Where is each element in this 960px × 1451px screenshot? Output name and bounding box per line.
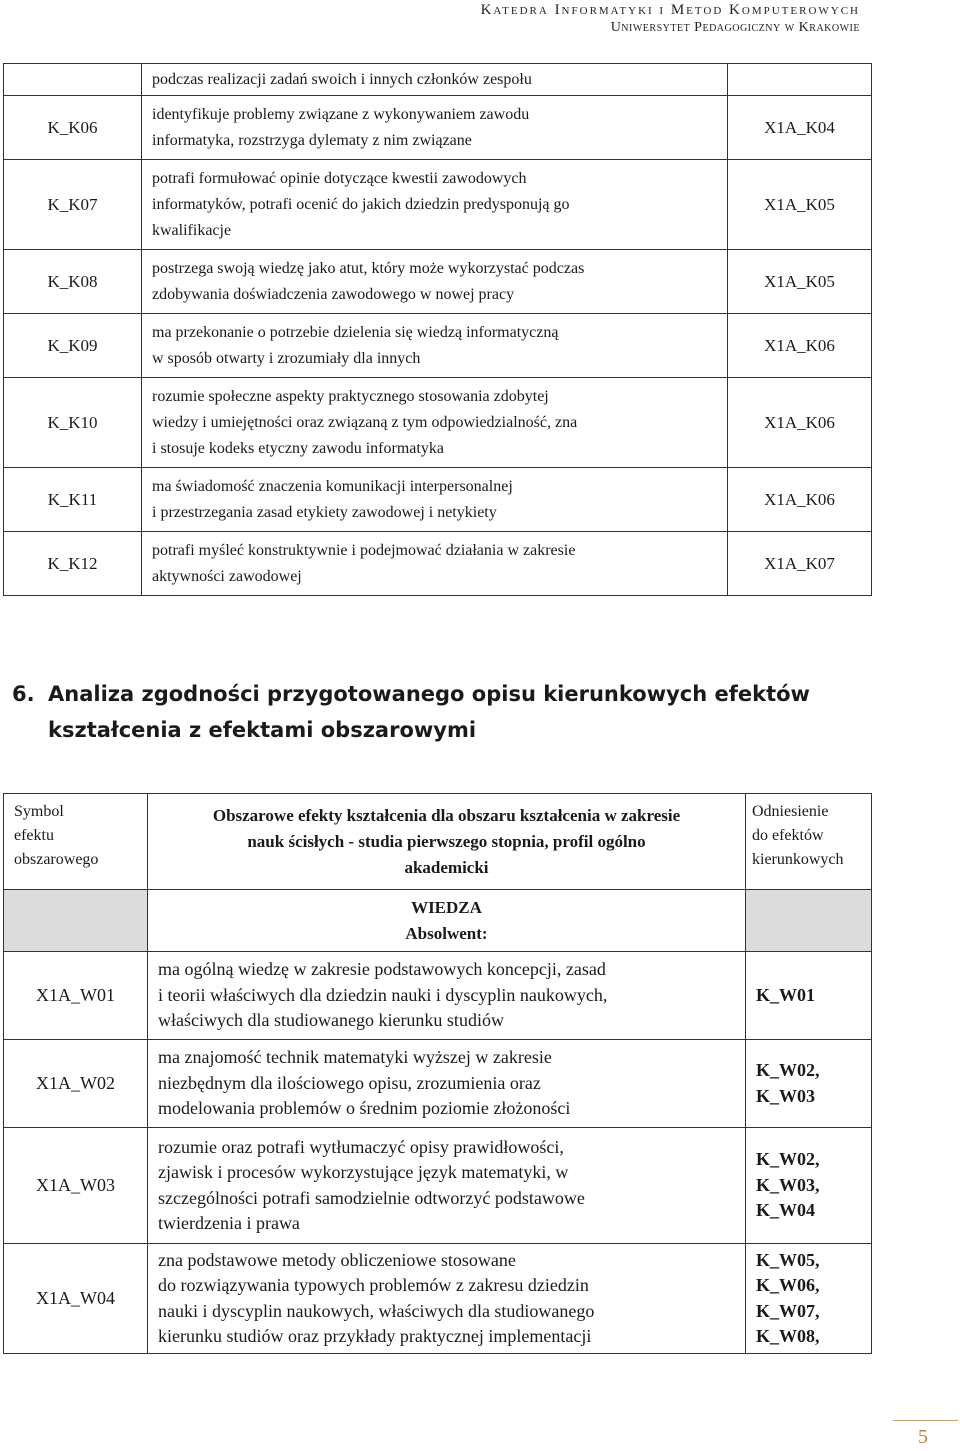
category-row <box>4 890 872 952</box>
description-line: zjawisk i procesów wykorzystujące język matematyki, w <box>158 1162 569 1182</box>
description-line: informatyka, rozstrzyga dylematy z nim związane <box>152 131 472 149</box>
page-number: 5 <box>918 1426 928 1448</box>
ref-cell: X1A_K05 <box>728 250 872 314</box>
description-line: zdobywania doświadczenia zawodowego w nowej pracy <box>152 285 515 303</box>
header-row <box>4 794 872 890</box>
description-line: postrzega swoją wiedzę jako atut, który może wykorzystać podczas <box>152 259 585 277</box>
table-row <box>4 952 872 1040</box>
description-line: identyfikuje problemy związane z wykonywaniem zawodu <box>152 105 530 123</box>
table-row <box>4 1040 872 1128</box>
code-cell: K_K08 <box>4 250 142 314</box>
table-row <box>4 64 872 96</box>
ref-cell: X1A_K06 <box>728 314 872 378</box>
ref-line: K_W05, <box>756 1249 820 1270</box>
gray-cell <box>746 890 872 952</box>
ref-cell <box>746 1040 872 1128</box>
table-row <box>4 160 872 250</box>
description-line: w sposób otwarty i zrozumiały dla innych <box>152 349 421 367</box>
description-line: wiedzy i umiejętności oraz związaną z tym odpowiedzialność, zna <box>152 413 578 431</box>
header-line: Odniesienie <box>752 803 829 820</box>
header-line: obszarowego <box>14 851 99 868</box>
description-line: i przestrzegania zasad etykiety zawodowej i netykiety <box>152 503 497 521</box>
code-cell: K_K07 <box>4 160 142 250</box>
ref-cell: X1A_K06 <box>728 378 872 468</box>
description-cell <box>148 952 746 1040</box>
description-cell <box>142 64 728 96</box>
description-line: kwalifikacje <box>152 221 232 239</box>
header-line: kierunkowych <box>752 851 844 868</box>
table-row <box>4 1244 872 1354</box>
description-cell <box>142 314 728 378</box>
description-cell <box>148 1244 746 1354</box>
ref-line: K_W01 <box>756 984 816 1005</box>
description-line: ma przekonanie o potrzebie dzielenia się wiedzą informatyczną <box>152 323 559 341</box>
header-line: Obszarowe efekty kształcenia dla obszaru kształcenia w zakresie <box>212 805 681 825</box>
table-row <box>4 1128 872 1244</box>
description-line: szczególności potrafi samodzielnie odtworzyć podstawowe <box>158 1187 585 1208</box>
description-line: ma ogólną wiedzę w zakresie podstawowych koncepcji, zasad <box>158 959 606 980</box>
code-cell: K_K11 <box>4 468 142 532</box>
code-cell: X1A_W01 <box>4 952 148 1040</box>
footer-divider <box>893 1420 958 1421</box>
table-row <box>4 378 872 468</box>
table-row <box>4 314 872 378</box>
ref-cell: X1A_K05 <box>728 160 872 250</box>
ref-line: K_W07, <box>756 1300 820 1321</box>
description-line: twierdzenia i prawa <box>158 1213 300 1233</box>
description-line: zna podstawowe metody obliczeniowe stosowane <box>158 1249 516 1270</box>
ref-line: K_W08, <box>756 1326 820 1346</box>
description-line: aktywności zawodowej <box>152 567 302 585</box>
code-cell: K_K06 <box>4 96 142 160</box>
code-cell: X1A_W04 <box>4 1244 148 1354</box>
section-title-line: Analiza zgodności przygotowanego opisu kierunkowych efektów <box>48 682 810 706</box>
description-line: modelowania problemów o średnim poziomie złożoności <box>158 1098 571 1119</box>
code-cell: X1A_W03 <box>4 1128 148 1244</box>
description-cell <box>142 250 728 314</box>
description-line: rozumie społeczne aspekty praktycznego stosowania zdobytej <box>152 387 549 405</box>
code-cell: K_K12 <box>4 532 142 596</box>
section-heading <box>12 676 812 748</box>
ref-line: K_W02, <box>756 1060 820 1080</box>
reference-header-cell <box>746 794 872 890</box>
ref-cell: X1A_K04 <box>728 96 872 160</box>
table-row <box>4 250 872 314</box>
ref-line: K_W03, <box>756 1174 820 1195</box>
graduate-label: Absolwent: <box>405 923 488 943</box>
description-cell <box>148 1040 746 1128</box>
ref-cell <box>728 64 872 96</box>
gray-cell <box>4 890 148 952</box>
section-title-line: kształcenia z efektami obszarowymi <box>48 718 477 742</box>
description-line: potrafi formułować opinie dotyczące kwestii zawodowych <box>152 169 527 187</box>
section-number: 6. <box>12 682 35 706</box>
code-cell: K_K09 <box>4 314 142 378</box>
description-line: kierunku studiów oraz przykłady praktycznej implementacji <box>158 1326 592 1346</box>
description-line: do rozwiązywania typowych problemów z zakresu dziedzin <box>158 1275 589 1295</box>
area-outcomes-header-cell <box>148 794 746 890</box>
ref-cell: X1A_K06 <box>728 468 872 532</box>
description-line: informatyków, potrafi ocenić do jakich dziedzin predysponują go <box>152 195 570 213</box>
ref-cell <box>746 1244 872 1354</box>
description-cell <box>142 532 728 596</box>
description-cell <box>142 378 728 468</box>
ref-cell <box>746 952 872 1040</box>
header-line: Symbol <box>14 803 64 820</box>
code-cell: K_K10 <box>4 378 142 468</box>
description-line: rozumie oraz potrafi wytłumaczyć opisy prawidłowości, <box>158 1136 564 1157</box>
category-cell <box>148 890 746 952</box>
description-line: ma znajomość technik matematyki wyższej w zakresie <box>158 1047 552 1068</box>
table-row <box>4 532 872 596</box>
ref-line: K_W06, <box>756 1275 820 1295</box>
description-cell <box>148 1128 746 1244</box>
mapping-table <box>3 793 872 1354</box>
table-row <box>4 468 872 532</box>
header-university: Uniwersytet Pedagogiczny w Krakowie <box>610 20 860 35</box>
description-cell <box>142 468 728 532</box>
ref-line: K_W03 <box>756 1085 816 1106</box>
description-line: nauki i dyscyplin naukowych, właściwych dla studiowanego <box>158 1300 595 1321</box>
description-cell <box>142 160 728 250</box>
ref-line: K_W04 <box>756 1200 816 1221</box>
ref-cell <box>746 1128 872 1244</box>
description-line: niezbędnym dla ilościowego opisu, zrozumienia oraz <box>158 1072 541 1093</box>
ref-cell: X1A_K07 <box>728 532 872 596</box>
header-line: akademicki <box>404 857 489 877</box>
description-line: i stosuje kodeks etyczny zawodu informatyka <box>152 439 444 457</box>
header-line: efektu <box>14 827 54 844</box>
symbol-header-cell <box>4 794 148 890</box>
description-line: właściwych dla studiowanego kierunku studiów <box>158 1010 504 1031</box>
description-line: i teorii właściwych dla dziedzin nauki i dyscyplin naukowych, <box>158 984 608 1005</box>
header-line: nauk ścisłych - studia pierwszego stopnia, profil ogólno <box>247 831 646 851</box>
description-line: ma świadomość znaczenia komunikacji interpersonalnej <box>152 477 513 495</box>
competence-table <box>3 63 872 596</box>
header-department: Katedra Informatyki i Metod Komputerowych <box>480 2 860 18</box>
description-line: potrafi myśleć konstruktywnie i podejmować działania w zakresie <box>152 541 576 559</box>
description-line: podczas realizacji zadań swoich i innych członków zespołu <box>152 70 532 88</box>
description-cell <box>142 96 728 160</box>
category-label: WIEDZA <box>411 897 482 917</box>
table-row <box>4 96 872 160</box>
ref-line: K_W02, <box>756 1149 820 1170</box>
code-cell <box>4 64 142 96</box>
code-cell: X1A_W02 <box>4 1040 148 1128</box>
header-line: do efektów <box>752 827 824 844</box>
